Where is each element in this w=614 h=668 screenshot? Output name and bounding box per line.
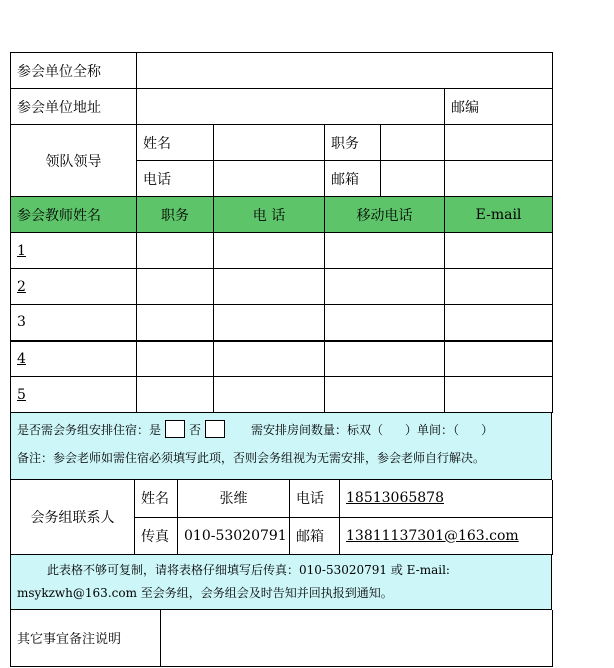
contact-email-value[interactable]: 13811137301@163.com xyxy=(340,517,553,554)
registration-form xyxy=(10,52,552,667)
header-position: 职务 xyxy=(137,197,214,233)
teacher-email-cell[interactable] xyxy=(445,377,553,413)
teacher-mobile-cell[interactable] xyxy=(325,341,445,377)
accommodation-note: 备注：参会老师如需住宿必须填写此项，否则会务组视为无需安排，参会老师自行解决。 xyxy=(17,450,486,465)
teacher-email-cell[interactable] xyxy=(445,341,553,377)
leader-email-field[interactable] xyxy=(381,161,445,197)
teacher-phone-cell[interactable] xyxy=(214,377,325,413)
teacher-phone-cell[interactable] xyxy=(214,341,325,377)
teacher-position-cell[interactable] xyxy=(137,233,214,269)
leader-position-label: 职务 xyxy=(325,125,381,161)
postcode-label: 邮编 xyxy=(445,89,553,125)
registration-table xyxy=(10,52,553,413)
teacher-position-cell[interactable] xyxy=(137,377,214,413)
leader-name-field[interactable] xyxy=(214,125,325,161)
header-email: E-mail xyxy=(445,197,553,233)
accommodation-question-line xyxy=(17,417,545,441)
org-full-name-label: 参会单位全称 xyxy=(11,53,137,89)
teacher-email-cell[interactable] xyxy=(445,305,553,341)
teacher-phone-cell[interactable] xyxy=(214,305,325,341)
other-notes-table xyxy=(10,610,553,668)
other-notes-field[interactable] xyxy=(161,610,553,667)
leader-name-label: 姓名 xyxy=(137,125,214,161)
teacher-email-cell[interactable] xyxy=(445,269,553,305)
teacher-name-cell[interactable] xyxy=(11,269,137,305)
teacher-row xyxy=(11,305,553,341)
row-number: 2 xyxy=(17,278,26,295)
single-room-label: ）单间：（ xyxy=(405,422,460,437)
team-leader-label: 领队领导 xyxy=(11,125,137,197)
teacher-phone-cell[interactable] xyxy=(214,269,325,305)
contact-email-label: 邮箱 xyxy=(290,517,340,554)
teacher-name-cell[interactable] xyxy=(11,305,137,341)
teacher-row xyxy=(11,377,553,413)
submission-note xyxy=(10,555,552,610)
teacher-position-cell[interactable] xyxy=(137,341,214,377)
leader-position-field[interactable] xyxy=(381,125,445,161)
teacher-name-cell[interactable] xyxy=(11,341,137,377)
contact-fax-value: 010-53020791 xyxy=(178,517,290,554)
other-notes-label: 其它事宜备注说明 xyxy=(11,610,161,667)
accommodation-question: 是否需会务组安排住宿：是 xyxy=(17,422,162,437)
teacher-row xyxy=(11,269,553,305)
teacher-mobile-cell[interactable] xyxy=(325,377,445,413)
header-teacher-name: 参会教师姓名 xyxy=(11,197,137,233)
header-phone: 电 话 xyxy=(214,197,325,233)
teacher-mobile-cell[interactable] xyxy=(325,269,445,305)
close-paren: ） xyxy=(481,422,494,437)
leader-extra-field-2[interactable] xyxy=(445,161,553,197)
contact-row-1 xyxy=(11,480,553,517)
row-number: 1 xyxy=(17,242,26,259)
org-full-name-field[interactable] xyxy=(137,53,553,89)
teacher-position-cell[interactable] xyxy=(137,269,214,305)
submission-note-line-1: 此表格不够可复制，请将表格仔细填写后传真：010-53020791 或 E-mail: xyxy=(47,562,450,577)
accommodation-no-label: 否 xyxy=(189,422,202,437)
leader-phone-label: 电话 xyxy=(137,161,214,197)
leader-phone-field[interactable] xyxy=(214,161,325,197)
org-name-row xyxy=(11,53,553,89)
teacher-email-cell[interactable] xyxy=(445,233,553,269)
teacher-mobile-cell[interactable] xyxy=(325,305,445,341)
teacher-mobile-cell[interactable] xyxy=(325,233,445,269)
row-number: 5 xyxy=(17,386,26,403)
contact-phone-label: 电话 xyxy=(290,480,340,517)
leader-email-label: 邮箱 xyxy=(325,161,381,197)
teacher-header-row xyxy=(11,197,553,233)
contact-phone-value[interactable]: 18513065878 xyxy=(340,480,553,517)
teacher-row xyxy=(11,233,553,269)
leader-name-row xyxy=(11,125,553,161)
teacher-position-cell[interactable] xyxy=(137,305,214,341)
org-address-label: 参会单位地址 xyxy=(11,89,137,125)
teacher-phone-cell[interactable] xyxy=(214,233,325,269)
accommodation-yes-checkbox[interactable] xyxy=(165,420,185,438)
org-address-row xyxy=(11,89,553,125)
rooms-label: 需安排房间数量：标双（ xyxy=(251,422,384,437)
row-number: 3 xyxy=(17,314,26,331)
other-notes-row xyxy=(11,610,553,667)
leader-extra-field[interactable] xyxy=(445,125,553,161)
contact-name-label: 姓名 xyxy=(135,480,178,517)
accommodation-section xyxy=(10,413,552,480)
contact-table xyxy=(10,480,553,555)
teacher-row xyxy=(11,341,553,377)
submission-note-line-2: msykzwh@163.com 至会务组，会务组会及时告知并回执报到通知。 xyxy=(17,585,393,600)
teacher-name-cell[interactable] xyxy=(11,233,137,269)
header-mobile: 移动电话 xyxy=(325,197,445,233)
contact-name-value: 张维 xyxy=(178,480,290,517)
accommodation-no-checkbox[interactable] xyxy=(205,420,225,438)
org-address-field[interactable] xyxy=(137,89,445,125)
teacher-name-cell[interactable] xyxy=(11,377,137,413)
contact-fax-label: 传真 xyxy=(135,517,178,554)
row-number: 4 xyxy=(17,350,26,367)
contact-label: 会务组联系人 xyxy=(11,480,135,554)
